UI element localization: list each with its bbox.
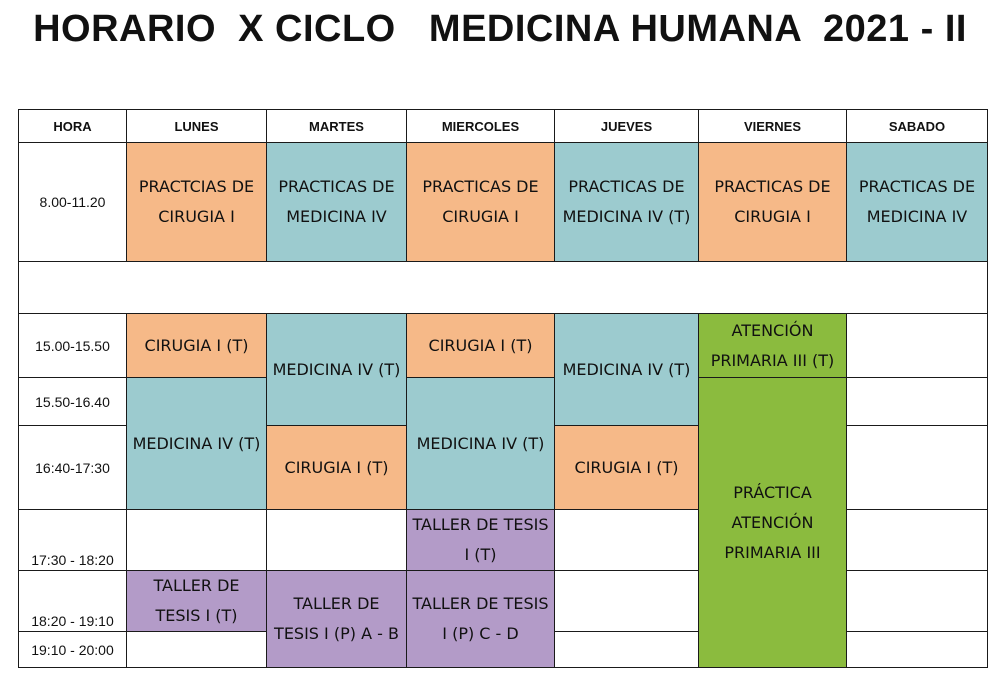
class-cell — [407, 143, 555, 262]
class-cell — [407, 571, 555, 668]
header-row — [19, 110, 988, 143]
class-label: MEDICINA IV (T) — [272, 359, 401, 379]
class-cell — [407, 314, 555, 378]
class-cell — [407, 510, 555, 571]
class-cell — [267, 426, 407, 510]
class-cell — [127, 378, 267, 510]
class-label: TALLER DE TESIS I (P) C - D — [412, 594, 549, 643]
class-cell — [699, 378, 847, 668]
header-martes: MARTES — [267, 110, 407, 143]
class-cell — [267, 143, 407, 262]
header-lunes: LUNES — [127, 110, 267, 143]
class-label: CIRUGIA I (T) — [428, 335, 533, 355]
class-cell — [127, 571, 267, 632]
row-1500 — [19, 314, 988, 378]
row-morning — [19, 143, 988, 262]
hour-label: 17:30 - 18:20 — [19, 510, 127, 571]
class-label: PRÁCTICA ATENCIÓN PRIMARIA III — [724, 482, 821, 562]
class-label: TALLER DE TESIS I (T) — [153, 576, 240, 625]
class-cell — [699, 314, 847, 378]
class-cell — [555, 143, 699, 262]
class-cell — [127, 143, 267, 262]
row-break — [19, 262, 988, 314]
empty-cell — [847, 571, 988, 632]
class-label: MEDICINA IV (T) — [132, 433, 261, 453]
class-label: PRACTCIAS DE CIRUGIA I — [138, 177, 255, 226]
class-cell — [699, 143, 847, 262]
header-jueves: JUEVES — [555, 110, 699, 143]
class-cell — [267, 571, 407, 668]
class-label: PRACTICAS DE CIRUGIA I — [422, 177, 539, 226]
empty-cell — [555, 571, 699, 632]
hour-label: 15.00-15.50 — [19, 314, 127, 378]
class-label: ATENCIÓN PRIMARIA III (T) — [710, 320, 835, 370]
empty-cell — [127, 510, 267, 571]
page-title: HORARIO X CICLO MEDICINA HUMANA 2021 - II — [33, 8, 967, 50]
hour-label: 18:20 - 19:10 — [19, 571, 127, 632]
class-cell — [407, 378, 555, 510]
class-label: MEDICINA IV (T) — [562, 359, 691, 379]
empty-cell — [267, 510, 407, 571]
class-cell — [267, 314, 407, 426]
header-hora: HORA — [19, 110, 127, 143]
header-viernes: VIERNES — [699, 110, 847, 143]
empty-cell — [127, 632, 267, 668]
class-cell — [555, 426, 699, 510]
empty-cell — [847, 510, 988, 571]
class-label: PRACTICAS DE CIRUGIA I — [714, 177, 831, 226]
schedule-table — [18, 109, 988, 668]
empty-cell — [847, 426, 988, 510]
header-sabado: SABADO — [847, 110, 988, 143]
row-1550 — [19, 378, 988, 426]
class-label: TALLER DE TESIS I (T) — [412, 515, 549, 564]
header-miercoles: MIERCOLES — [407, 110, 555, 143]
class-label: PRACTICAS DE MEDICINA IV — [278, 177, 395, 226]
class-cell — [127, 314, 267, 378]
empty-cell — [555, 632, 699, 668]
empty-cell — [847, 632, 988, 668]
empty-cell — [847, 314, 988, 378]
empty-cell — [555, 510, 699, 571]
class-label: TALLER DE TESIS I (P) A - B — [274, 594, 399, 643]
class-label: CIRUGIA I (T) — [284, 457, 389, 477]
hour-label: 8.00-11.20 — [19, 143, 127, 262]
class-cell — [555, 314, 699, 426]
hour-label: 15.50-16.40 — [19, 378, 127, 426]
hour-label: 19:10 - 20:00 — [19, 632, 127, 668]
class-label: CIRUGIA I (T) — [144, 335, 249, 355]
class-cell — [847, 143, 988, 262]
empty-cell — [847, 378, 988, 426]
class-label: PRACTICAS DE MEDICINA IV — [858, 177, 976, 226]
class-label: CIRUGIA I (T) — [574, 457, 679, 477]
class-label: PRACTICAS DE MEDICINA IV (T) — [562, 177, 691, 226]
break-row — [19, 262, 988, 314]
hour-label: 16:40-17:30 — [19, 426, 127, 510]
class-label: MEDICINA IV (T) — [416, 433, 545, 453]
